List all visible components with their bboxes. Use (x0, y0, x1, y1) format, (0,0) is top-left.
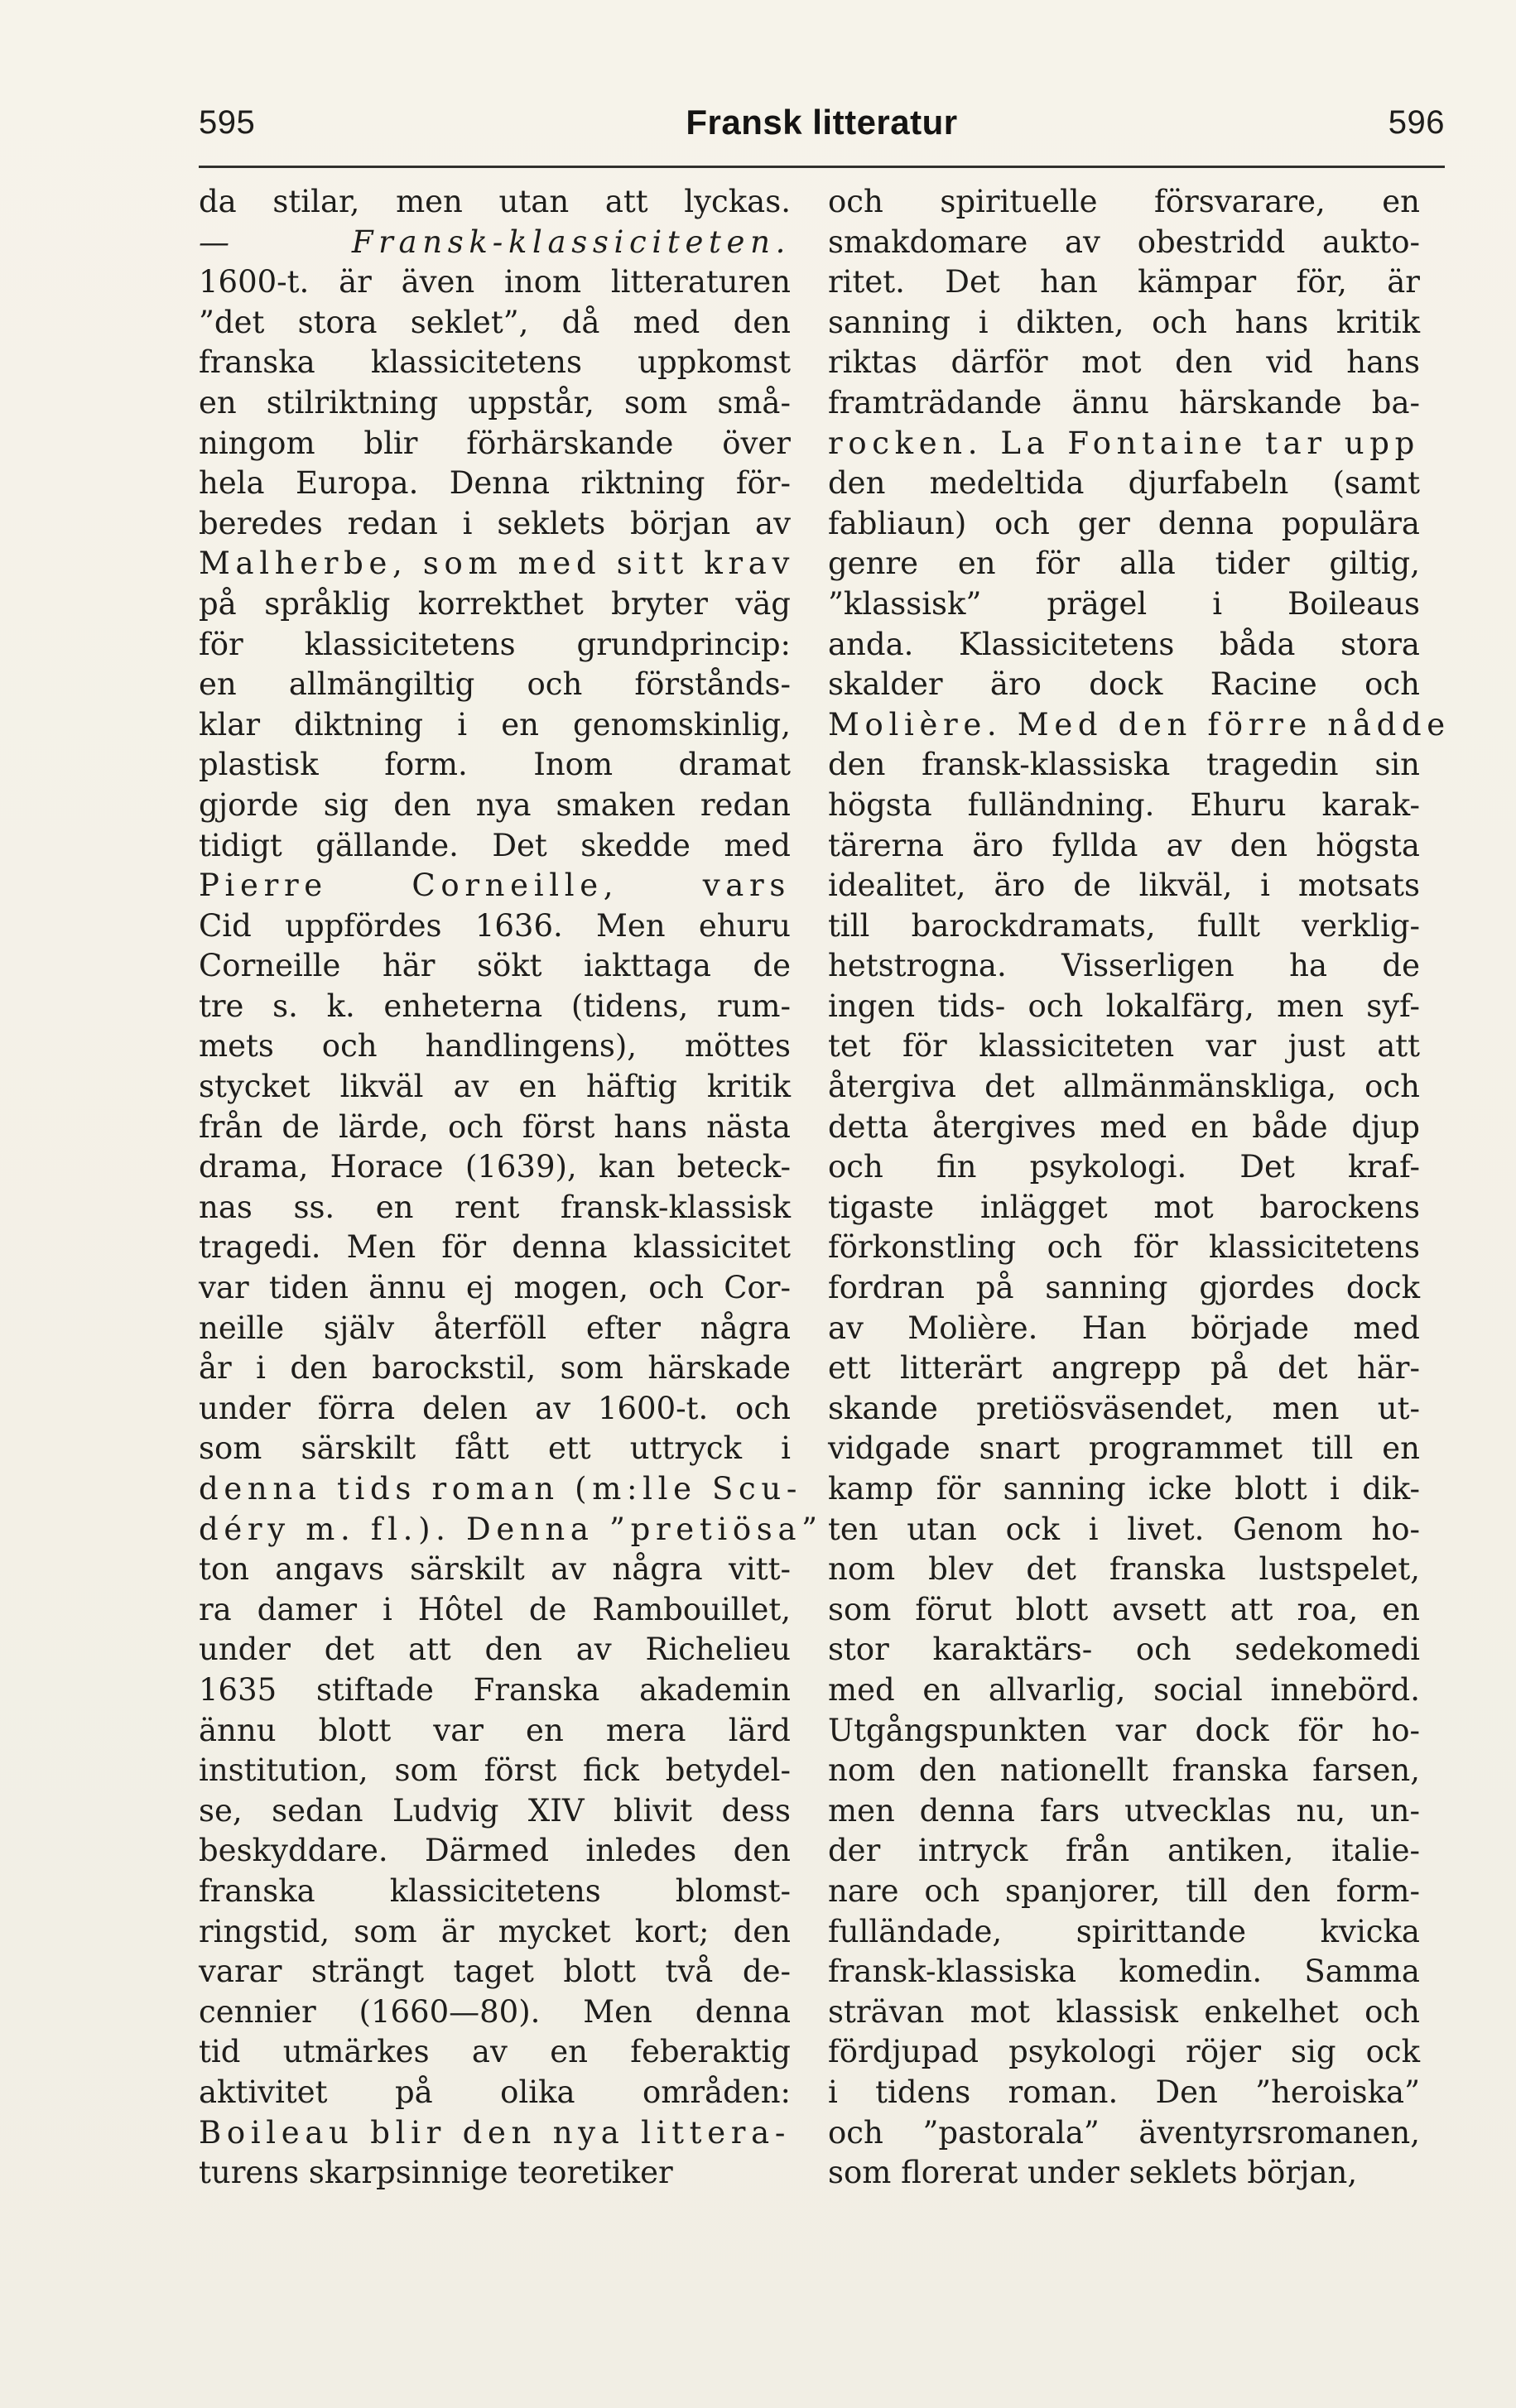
right-text-line: hetstrogna. Visserligen ha de (828, 948, 1420, 984)
right-text-line: tärerna äro fyllda av den högsta (828, 827, 1420, 863)
left-text-line: en stilriktning uppstår, som små- (199, 384, 791, 421)
left-text-line: år i den barockstil, som härskade (199, 1350, 791, 1387)
right-text-line: strävan mot klassisk enkelhet och (828, 1993, 1420, 2030)
right-text-line: Utgångspunkten var dock för ho- (828, 1712, 1420, 1748)
left-text-line: var tiden ännu ej mogen, och Cor- (199, 1270, 791, 1306)
right-text-line: fördjupad psykologi röjer sig ock (828, 2034, 1420, 2070)
left-text-line: gjorde sig den nya smaken redan (199, 786, 791, 823)
right-text-line: rocken. La Fontaine tar upp (828, 425, 1420, 461)
right-text-line: med en allvarlig, social innebörd. (828, 1671, 1420, 1708)
left-text-line: plastisk form. Inom dramat (199, 747, 791, 783)
left-text-line: turens skarpsinnige teoretiker (199, 2155, 673, 2191)
right-text-line: idealitet, äro de likväl, i motsats (828, 868, 1420, 904)
right-text-line: återgiva det allmänmänskliga, och (828, 1069, 1420, 1105)
right-text-line: förkonstling och för klassicitetens (828, 1229, 1420, 1266)
left-text-line: Boileau blir den nya littera- (199, 2114, 791, 2151)
left-text-line: tre s. k. enheterna (tidens, rum- (199, 988, 791, 1024)
left-text-line: institution, som först fick betydel- (199, 1752, 791, 1789)
left-text-line: beskyddare. Därmed inledes den (199, 1833, 791, 1869)
left-text-line: tidigt gällande. Det skedde med (199, 827, 791, 863)
left-text-line: aktivitet på olika områden: (199, 2074, 791, 2110)
right-text-line: anda. Klassicitetens båda stora (828, 626, 1420, 662)
right-text-column (828, 182, 1451, 2202)
left-text-line: Malherbe, som med sitt krav (199, 546, 796, 582)
left-text-line: varar strängt taget blott två de- (199, 1954, 791, 1990)
right-text-line: fordran på sanning gjordes dock (828, 1270, 1420, 1306)
right-text-line: tet för klassiciteten var just att (828, 1028, 1420, 1065)
right-text-line: fabliaun) och ger denna populära (828, 505, 1420, 541)
left-text-line: under det att den av Richelieu (199, 1632, 791, 1668)
left-text-line: för klassicitetens grundprincip: (199, 626, 791, 662)
right-text-line: skande pretiösväsendet, men ut- (828, 1390, 1420, 1426)
left-text-line: franska klassicitetens blomst- (199, 1872, 791, 1909)
left-text-line: hela Europa. Denna riktning för- (199, 465, 791, 502)
right-text-line: ingen tids- och lokalfärg, men syf- (828, 988, 1420, 1024)
left-text-line: som särskilt fått ett uttryck i (199, 1430, 791, 1467)
left-text-line: på språklig korrekthet bryter väg (199, 585, 791, 622)
left-text-line: beredes redan i seklets början av (199, 505, 791, 541)
right-text-line: men denna fars utvecklas nu, un- (828, 1792, 1420, 1829)
left-text-line: déry m. fl.). Denna ”pretiösa” (199, 1511, 823, 1547)
right-text-line: der intryck från antiken, italie- (828, 1833, 1420, 1869)
right-text-line: som förut blott avsett att roa, en (828, 1591, 1420, 1627)
right-text-line: detta återgives med en både djup (828, 1108, 1420, 1145)
right-text-line: den medeltida djurfabeln (samt (828, 465, 1420, 502)
right-text-line: nom blev det franska lustspelet, (828, 1551, 1420, 1588)
left-text-line: franska klassicitetens uppkomst (199, 344, 791, 381)
right-text-line: framträdande ännu härskande ba- (828, 384, 1420, 421)
left-text-line: se, sedan Ludvig XIV blivit dess (199, 1792, 791, 1829)
right-text-line: och ”pastorala” äventyrsromanen, (828, 2114, 1420, 2151)
header-rule (199, 166, 1445, 168)
left-text-line: drama, Horace (1639), kan beteck- (199, 1149, 791, 1185)
left-text-line: ton angavs särskilt av några vitt- (199, 1551, 791, 1588)
running-head-title: Fransk litteratur (686, 103, 958, 142)
right-text-line: tigaste inlägget mot barockens (828, 1189, 1420, 1225)
left-text-line: tragedi. Men för denna klassicitet (199, 1229, 791, 1266)
left-text-line: Pierre Corneille, vars (199, 868, 791, 904)
left-text-line: Cid uppfördes 1636. Men ehuru (199, 907, 791, 944)
left-text-line: stycket likväl av en häftig kritik (199, 1069, 791, 1105)
right-text-line: och spirituelle försvarare, en (828, 184, 1420, 219)
left-text-line: klar diktning i en genomskinlig, (199, 706, 791, 743)
left-text-line: nas ss. en rent fransk-klassisk (199, 1189, 791, 1225)
right-text-line: högsta fulländning. Ehuru karak- (828, 786, 1420, 823)
right-text-line: den fransk-klassiska tragedin sin (828, 747, 1420, 783)
right-text-line: stor karaktärs- och sedekomedi (828, 1632, 1420, 1668)
right-text-line: sanning i dikten, och hans kritik (828, 304, 1420, 340)
left-text-line: denna tids roman (m:lle Scu- (199, 1471, 803, 1507)
right-text-line: i tidens roman. Den ”heroiska” (828, 2074, 1420, 2110)
left-text-line: cennier (1660—80). Men denna (199, 1993, 791, 2030)
left-text-line: ringstid, som är mycket kort; den (199, 1913, 791, 1949)
left-text-line: neille själv återföll efter några (199, 1310, 791, 1346)
left-text-line: ännu blott var en mera lärd (199, 1712, 791, 1748)
right-text-line: skalder äro dock Racine och (828, 666, 1420, 703)
right-page-number: 596 (1388, 104, 1445, 141)
left-page-number: 595 (199, 104, 256, 141)
right-text-line: nom den nationellt franska farsen, (828, 1752, 1420, 1789)
right-text-line: ritet. Det han kämpar för, är (828, 264, 1420, 300)
right-text-line: av Molière. Han började med (828, 1310, 1420, 1346)
left-text-line: Corneille här sökt iakttaga de (199, 948, 791, 984)
left-text-line: da stilar, men utan att lyckas. (199, 184, 791, 219)
left-text-line: ningom blir förhärskande över (199, 425, 791, 461)
left-text-line: mets och handlingens), möttes (199, 1028, 791, 1065)
right-text-line: riktas därför mot den vid hans (828, 344, 1420, 381)
left-text-line: ra damer i Hôtel de Rambouillet, (199, 1591, 791, 1627)
left-text-line: 1635 stiftade Franska akademin (199, 1671, 791, 1708)
right-text-line: ten utan ock i livet. Genom ho- (828, 1511, 1420, 1547)
left-text-column (199, 182, 823, 2202)
left-text-line: tid utmärkes av en feberaktig (199, 2034, 791, 2070)
right-text-line: fransk-klassiska komedin. Samma (828, 1954, 1420, 1990)
right-text-line: genre en för alla tider giltig, (828, 546, 1420, 582)
right-text-line: och fin psykologi. Det kraf- (828, 1149, 1420, 1185)
right-text-line: ett litterärt angrepp på det här- (828, 1350, 1420, 1387)
right-text-line: till barockdramats, fullt verklig- (828, 907, 1420, 944)
right-text-line: ”klassisk” prägel i Boileaus (828, 585, 1420, 622)
right-text-line: Molière. Med den förre nådde (828, 706, 1451, 743)
right-text-line: nare och spanjorer, till den form- (828, 1872, 1420, 1909)
left-text-line: 1600-t. är även inom litteraturen (199, 264, 791, 300)
right-text-line: vidgade snart programmet till en (828, 1430, 1420, 1467)
left-text-line: — Fransk-klassiciteten. (199, 223, 791, 260)
left-text-line: under förra delen av 1600-t. och (199, 1390, 791, 1426)
right-text-line: som florerat under seklets början, (828, 2155, 1358, 2191)
left-text-line: från de lärde, och först hans nästa (199, 1108, 791, 1145)
right-text-line: kamp för sanning icke blott i dik- (828, 1471, 1420, 1507)
page-header (199, 103, 1445, 156)
right-text-line: smakdomare av obestridd aukto- (828, 223, 1420, 260)
left-text-line: ”det stora seklet”, då med den (199, 304, 791, 340)
left-text-line: en allmängiltig och förstånds- (199, 666, 791, 703)
right-text-line: fulländade, spirittande kvicka (828, 1913, 1420, 1949)
